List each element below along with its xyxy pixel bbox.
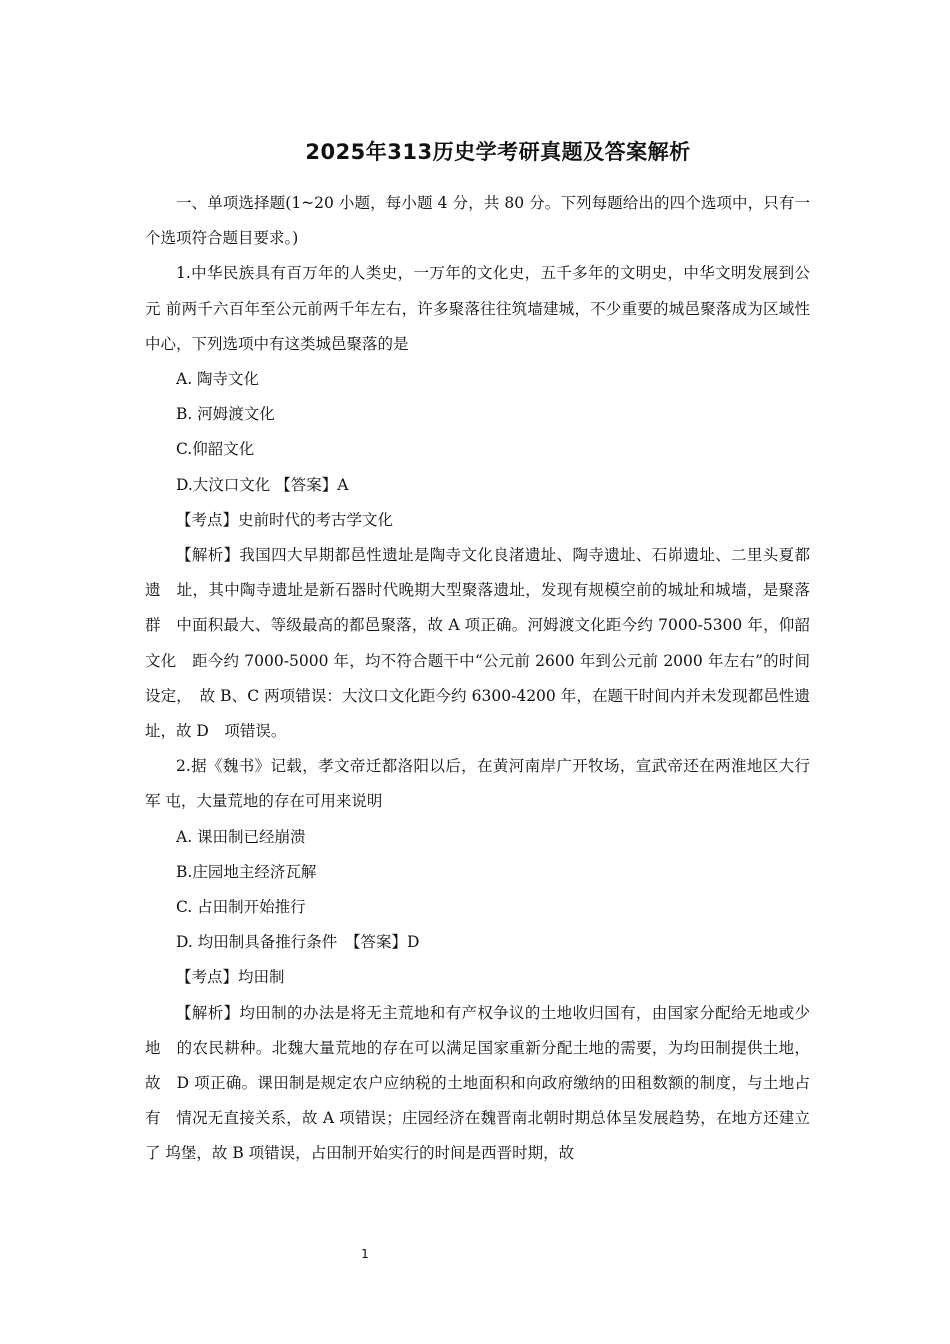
question-2-option-c: C. 占田制开始推行 [176,898,306,917]
question-2-option-b: B.庄园地主经济瓦解 [176,862,317,881]
question-2-analysis: 【解析】均田制的办法是将无主荒地和有产权争议的土地收归国有，由国家分配给无地或少地 的农民耕种。北魏大量荒地的存在可以满足国家重新分配土地的需要，为均田制提供土地，故 D 项正确。课田制是规定农户应纳税的土地面积和向政府缴纳的田租数额的制度，与土地占有 情况无直接关系，故 A 项错误；庄园经济在魏晋南北朝时期总体呈发展趋势，在地方还建立了 坞堡，故 B 项错误，占田制开始实行的时间是西晋时期，故 [145,1003,810,1163]
section-heading: 一、单项选择题(1~20 小题，每小题 4 分，共 80 分。下列每题给出的四个选项中，只有一 个选项符合题目要求。) [145,194,810,248]
question-2-option-d-answer: D. 均田制具备推行条件 【答案】D [176,933,420,952]
question-1-stem: 1.中华民族具有百万年的人类史，一万年的文化史，五千多年的文明史，中华文明发展到公元 前两千六百年至公元前两千年左右，许多聚落往往筑墙建城，不少重要的城邑聚落成为区域性 中心，下列选项中有这类城邑聚落的是 [145,264,826,353]
question-2-option-a: A. 课田制已经崩溃 [176,827,306,846]
question-1-analysis: 【解析】我国四大早期都邑性遗址是陶寺文化良渚遗址、陶寺遗址、石峁遗址、二里头夏都遗 址，其中陶寺遗址是新石器时代晚期大型聚落遗址，发现有规模空前的城址和城墙，是聚落群 中面积最大、等级最高的都邑聚落，故 A 项正确。河姆渡文化距今约 7000-5300 年，仰韶文化 距今约 7000-5000 年，均不符合题干中“公元前 2600 年到公元前 2000 年左右”的时间设定， 故 B、C 两项错误：大汶口文化距今约 6300-4200 年，在题干时间内并未发现都邑性遗址，故 D 项错误。 [145,546,810,741]
question-1-option-c: C.仰韶文化 [176,440,255,459]
question-2-stem: 2.据《魏书》记载，孝文帝迁都洛阳以后，在黄河南岸广开牧场，宣武帝还在两淮地区大行军 屯，大量荒地的存在可用来说明 [145,757,810,811]
question-1-topic: 【考点】史前时代的考古学文化 [176,510,394,529]
question-1-option-b: B. 河姆渡文化 [176,405,275,424]
question-2-topic: 【考点】均田制 [176,968,285,987]
page-number: 1 [361,1247,369,1261]
question-1-option-a: A. 陶寺文化 [176,370,260,389]
question-1-option-d-answer: D.大汶口文化 【答案】A [176,475,349,494]
document-title: 2025年313历史学考研真题及答案解析 [305,140,691,164]
document-body [145,186,826,1172]
